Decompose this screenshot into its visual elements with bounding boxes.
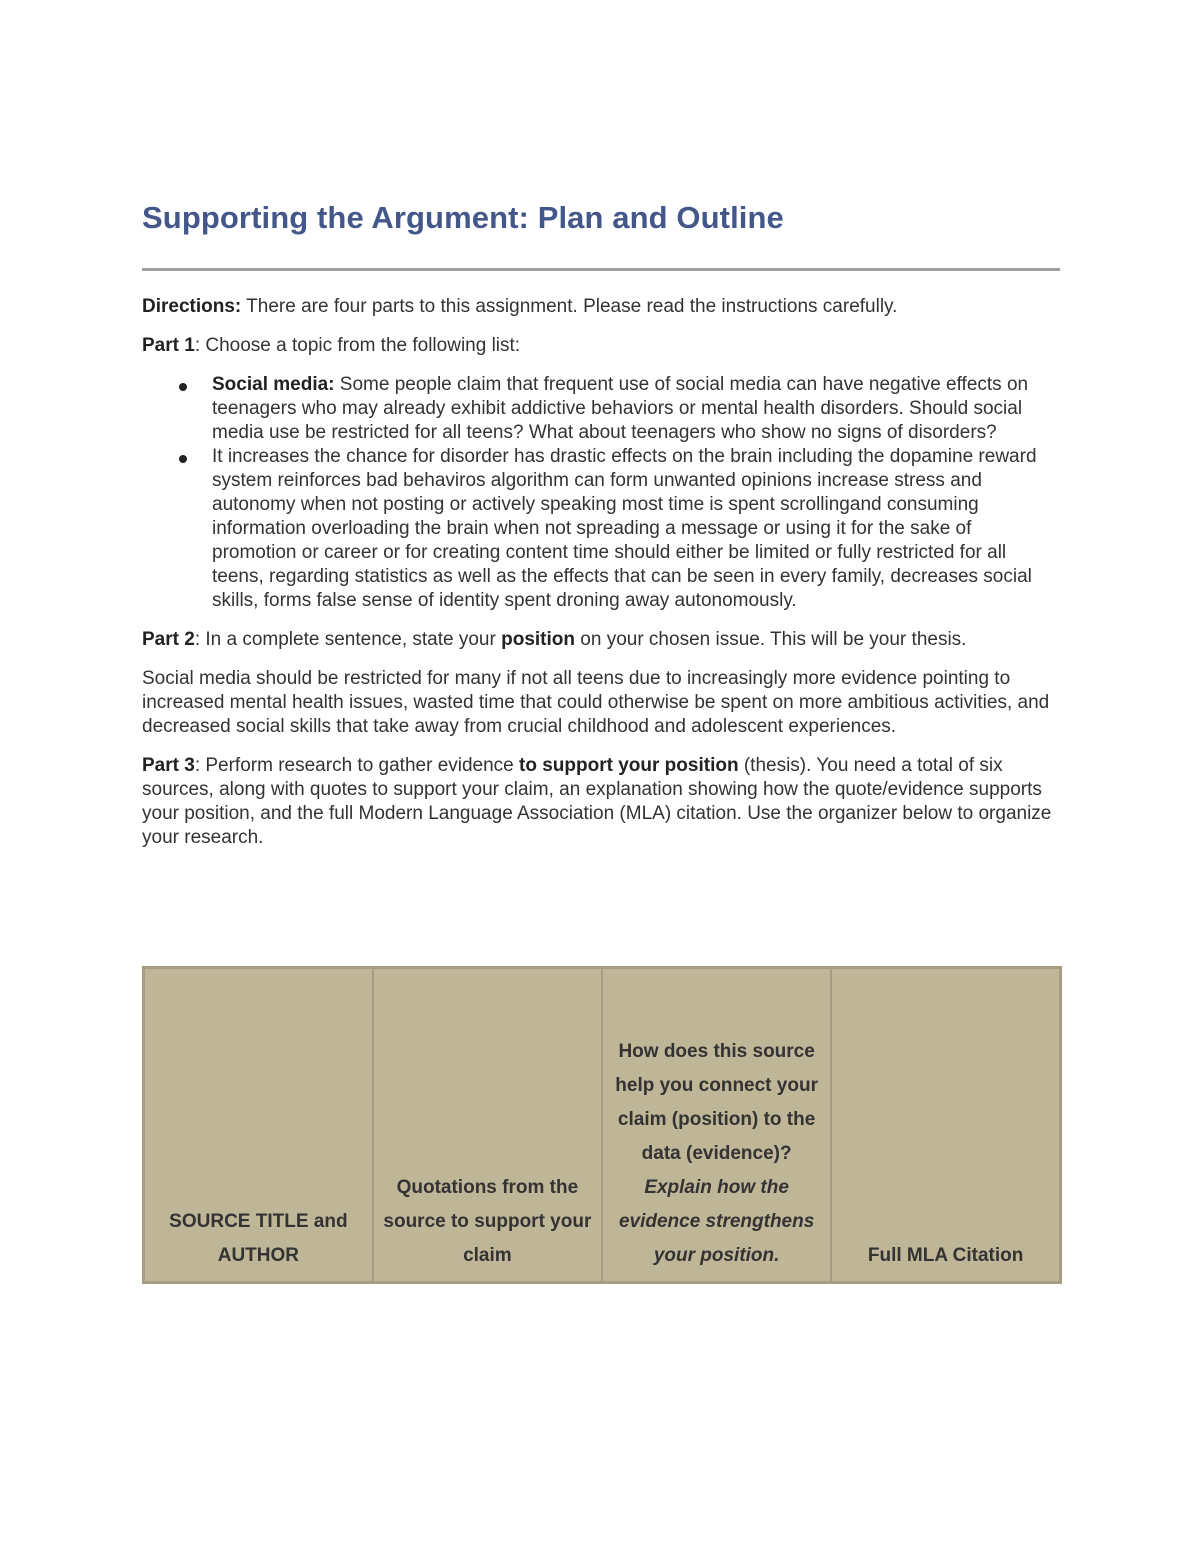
list-item xyxy=(142,373,1060,445)
part3-text-end: (thesis). You need a total of six sources, along with quotes to support your claim, an explanation showing how the quote/evidence supports your position, and the full Modern Language Association (MLA) citation. Use the organizer below to organize your research. xyxy=(142,755,1052,848)
part1-paragraph xyxy=(142,334,1060,358)
part3-emphasis: to support your position xyxy=(519,755,739,776)
topic-list xyxy=(142,373,1060,613)
thesis-paragraph: Social media should be restricted for many if not all teens due to increasingly more evidence pointing to increased mental health issues, wasted time that could otherwise be spent on more ambitious activities, and decreased social skills that take away from crucial childhood and adolescent experiences. xyxy=(142,668,1050,737)
topic-text: Some people claim that frequent use of social media can have negative effects on teenagers who may already exhibit addictive behaviors or mental health disorders. Should social media use be restricted for all teens? What about teenagers who show no signs of disorders? xyxy=(212,374,1029,443)
directions-paragraph xyxy=(142,295,1060,319)
part2-label: Part 2 xyxy=(142,629,195,650)
part2-text: : In a complete sentence, state your xyxy=(194,629,502,650)
document-page xyxy=(142,196,1060,865)
header-connection xyxy=(602,968,831,1283)
part2-emphasis: position xyxy=(501,629,575,650)
header-source-title: SOURCE TITLE and AUTHOR xyxy=(144,968,373,1283)
table-header-row xyxy=(144,968,1061,1283)
topic-text: It increases the chance for disorder has drastic effects on the brain including the dopamine reward system reinforces bad behaviros algorithm can form unwanted opinions increase stress and autonomy when not posting or actively speaking most time is spent scrollingand consuming information overloading the brain when not spreading a message or using it for the sake of promotion or career or for creating content time should either be limited or fully restricted for all teens, regarding statistics as well as the effects that can be seen in every family, decreases social skills, forms false sense of identity spent droning away autonomously. xyxy=(212,446,1037,611)
part1-text: : Choose a topic from the following list: xyxy=(194,335,521,356)
part3-text: : Perform research to gather evidence xyxy=(194,755,520,776)
header-connection-italic: Explain how the evidence strengthens your position. xyxy=(618,1177,815,1266)
part1-label: Part 1 xyxy=(142,335,195,356)
part3-paragraph xyxy=(142,754,1060,850)
bullet-icon xyxy=(179,383,187,391)
part3-label: Part 3 xyxy=(142,755,195,776)
part2-text-end: on your chosen issue. This will be your thesis. xyxy=(575,629,967,650)
title-divider xyxy=(142,268,1060,271)
directions-label: Directions: xyxy=(142,296,242,317)
header-connection-text: How does this source help you connect your claim (position) to the data (evidence)? xyxy=(615,1041,818,1164)
header-quotations: Quotations from the source to support your claim xyxy=(373,968,602,1283)
header-mla-citation: Full MLA Citation xyxy=(831,968,1060,1283)
list-item xyxy=(142,445,1060,613)
bullet-icon xyxy=(179,455,187,463)
part2-paragraph xyxy=(142,628,1060,652)
topic-label: Social media: xyxy=(212,374,335,395)
directions-text: There are four parts to this assignment. Please read the instructions carefully. xyxy=(241,296,898,317)
research-organizer-table xyxy=(142,966,1062,1284)
page-title: Supporting the Argument: Plan and Outline xyxy=(142,200,784,235)
